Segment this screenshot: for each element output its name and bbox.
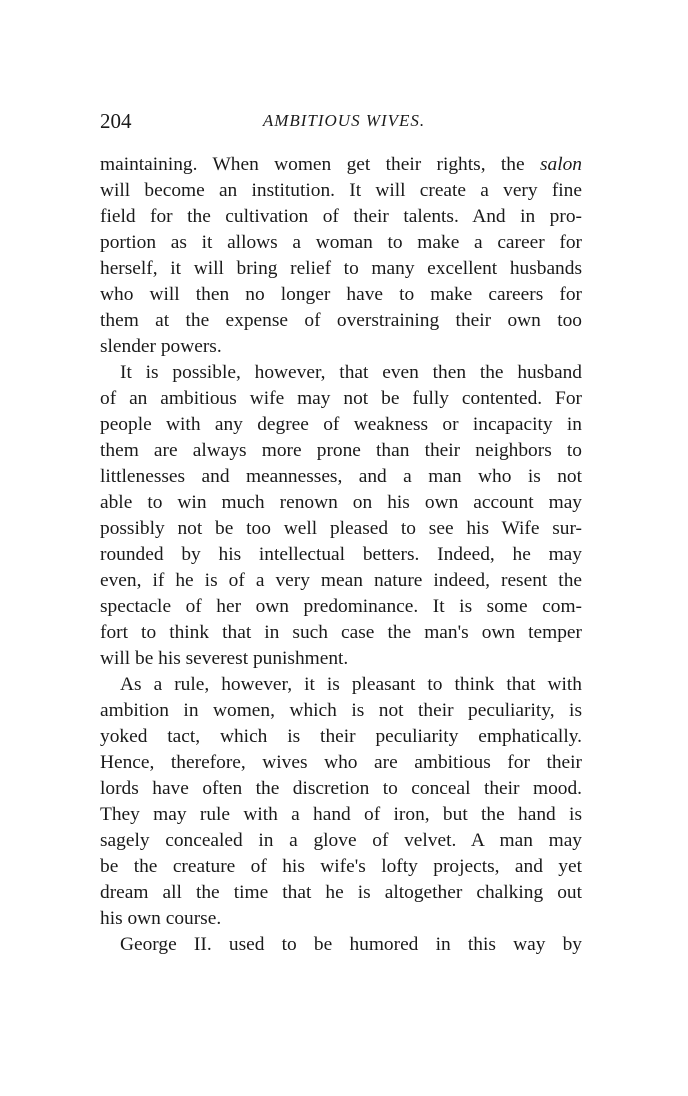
text-line: sagely concealed in a glove of velvet. A man may — [100, 830, 582, 851]
text-line: As a rule, however, it is pleasant to think that with — [120, 674, 582, 695]
text-line: yoked tact, which is their peculiarity emphatically. — [100, 726, 582, 747]
text-line: even, if he is of a very mean nature indeed, resent the — [100, 570, 582, 591]
text-line: ambition in women, which is not their peculiarity, is — [100, 700, 582, 721]
text-line: littlenesses and meannesses, and a man who is not — [100, 466, 582, 487]
text-line: fort to think that in such case the man's own temper — [100, 622, 582, 643]
body-text — [100, 152, 582, 958]
text-line: who will then no longer have to make careers for — [100, 284, 582, 305]
text-line: maintaining. When women get their rights, the salon — [100, 154, 582, 175]
text-line: people with any degree of weakness or incapacity in — [100, 414, 582, 435]
text-line: spectacle of her own predominance. It is some com- — [100, 596, 582, 617]
text-line: will be his severest punishment. — [100, 648, 349, 669]
text-line: They may rule with a hand of iron, but the hand is — [100, 804, 582, 825]
emphasis-word: salon — [539, 154, 582, 175]
text-line: It is possible, however, that even then the husband — [120, 362, 582, 383]
text-line: be the creature of his wife's lofty projects, and yet — [100, 856, 582, 877]
running-title: AMBITIOUS WIVES. — [262, 111, 426, 130]
page-number: 204 — [100, 109, 132, 133]
text-line: dream all the time that he is altogether chalking out — [100, 882, 582, 903]
text-line: slender powers. — [100, 336, 222, 357]
text-line: them are always more prone than their neighbors to — [100, 440, 582, 461]
text-line: portion as it allows a woman to make a career for — [100, 232, 582, 253]
text-line: field for the cultivation of their talents. And in pro- — [100, 206, 582, 227]
running-head — [100, 108, 582, 134]
text-line: Hence, therefore, wives who are ambitious for their — [100, 752, 582, 773]
text-line: possibly not be too well pleased to see his Wife sur- — [100, 518, 582, 539]
text-line: of an ambitious wife may not be fully contented. For — [100, 388, 582, 409]
text-line: herself, it will bring relief to many excellent husbands — [100, 258, 582, 279]
text-line: them at the expense of overstraining their own too — [100, 310, 582, 331]
text-line: his own course. — [100, 908, 222, 929]
text-line: George II. used to be humored in this way by — [120, 934, 582, 955]
text-line: rounded by his intellectual betters. Indeed, he may — [100, 544, 582, 565]
text-line: will become an institution. It will create a very fine — [100, 180, 582, 201]
text-line: lords have often the discretion to conceal their mood. — [100, 778, 582, 799]
text-line: able to win much renown on his own account may — [100, 492, 582, 513]
